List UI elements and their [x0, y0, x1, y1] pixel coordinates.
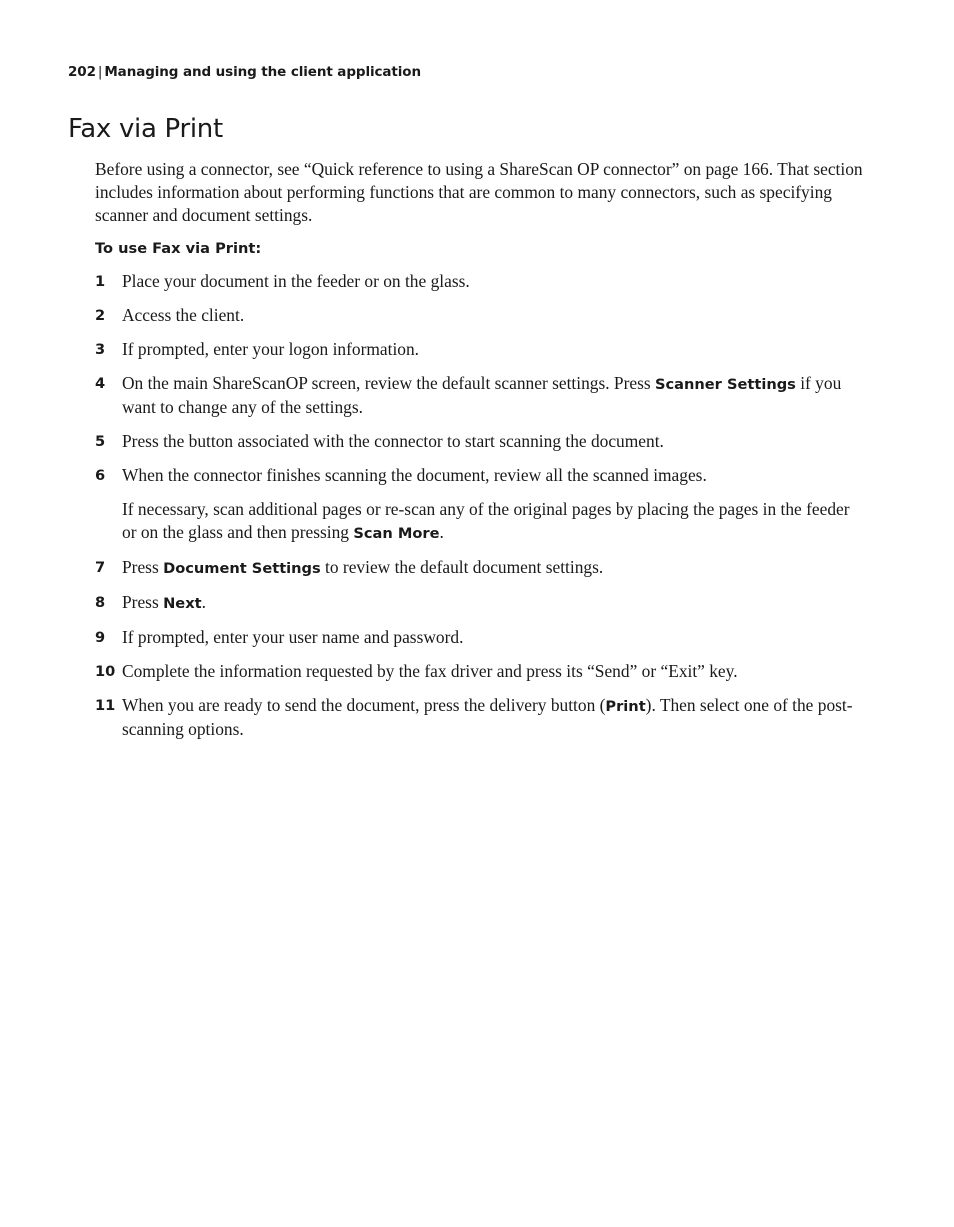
running-header [68, 64, 421, 80]
procedure-steps [95, 270, 865, 741]
step-8 [95, 591, 865, 615]
ui-term-scan-more: Scan More [353, 525, 440, 542]
procedure-heading: To use Fax via Print: [95, 240, 262, 257]
step-number: 5 [95, 433, 106, 450]
step-text-before: Press [122, 592, 164, 612]
step-text: When the connector finishes scanning the document, review all the scanned images. [122, 465, 707, 485]
step-text-after: to review the default document settings. [320, 557, 604, 577]
step-number: 4 [95, 375, 106, 392]
step-6 [95, 464, 865, 545]
step-number: 9 [95, 629, 106, 646]
step-text-after: if you want to change any of the settings. [122, 373, 842, 417]
step-number: 3 [95, 341, 106, 358]
step-9 [95, 626, 865, 649]
step-text [122, 591, 865, 615]
step-text-before: When you are ready to send the document, press the delivery button ( [122, 695, 606, 715]
step-number: 1 [95, 273, 106, 290]
ui-term-scanner-settings: Scanner Settings [655, 376, 796, 393]
step-number: 2 [95, 307, 106, 324]
step-11 [95, 694, 865, 741]
step-sub-after: . [439, 522, 444, 542]
page-number: 202 [68, 64, 96, 80]
step-2 [95, 304, 865, 327]
step-1 [95, 270, 865, 293]
step-text: Complete the information requested by the fax driver and press its “Send” or “Exit” key. [122, 661, 738, 681]
step-sub-paragraph [122, 498, 865, 545]
step-text-before: Press [122, 557, 164, 577]
header-separator: | [97, 64, 103, 80]
step-text: If prompted, enter your user name and password. [122, 627, 464, 647]
chapter-title: Managing and using the client application [104, 64, 421, 80]
step-10 [95, 660, 865, 683]
step-text [122, 694, 865, 741]
ui-term-next: Next [163, 595, 202, 612]
step-text: Press the button associated with the connector to start scanning the document. [122, 431, 664, 451]
step-text [122, 556, 865, 580]
step-text: Place your document in the feeder or on the glass. [122, 271, 470, 291]
step-text-after: . [201, 592, 206, 612]
step-number: 8 [95, 594, 106, 611]
step-text-before: On the main ShareScanOP screen, review the default scanner settings. Press [122, 373, 655, 393]
step-text [122, 372, 865, 419]
step-5 [95, 430, 865, 453]
section-body [95, 158, 865, 752]
step-number: 7 [95, 559, 106, 576]
section-title: Fax via Print [68, 114, 223, 144]
step-text: If prompted, enter your logon information. [122, 339, 420, 359]
step-text-after: ). Then select one of the post-scanning options. [122, 695, 853, 739]
step-number: 6 [95, 467, 106, 484]
ui-term-document-settings: Document Settings [163, 560, 321, 577]
step-text: Access the client. [122, 305, 245, 325]
step-sub-before: If necessary, scan additional pages or re-scan any of the original pages by placing the pages in the feeder or on the glass and then pressing [122, 499, 850, 542]
step-number: 10 [95, 663, 116, 680]
step-number: 11 [95, 697, 116, 714]
step-7 [95, 556, 865, 580]
ui-term-print: Print [605, 698, 646, 715]
step-3 [95, 338, 865, 361]
step-4 [95, 372, 865, 419]
intro-paragraph: Before using a connector, see “Quick reference to using a ShareScan OP connector” on page 166. That section includes information about performing functions that are common to many connectors, such as specifying scanner and document settings. [95, 159, 863, 225]
